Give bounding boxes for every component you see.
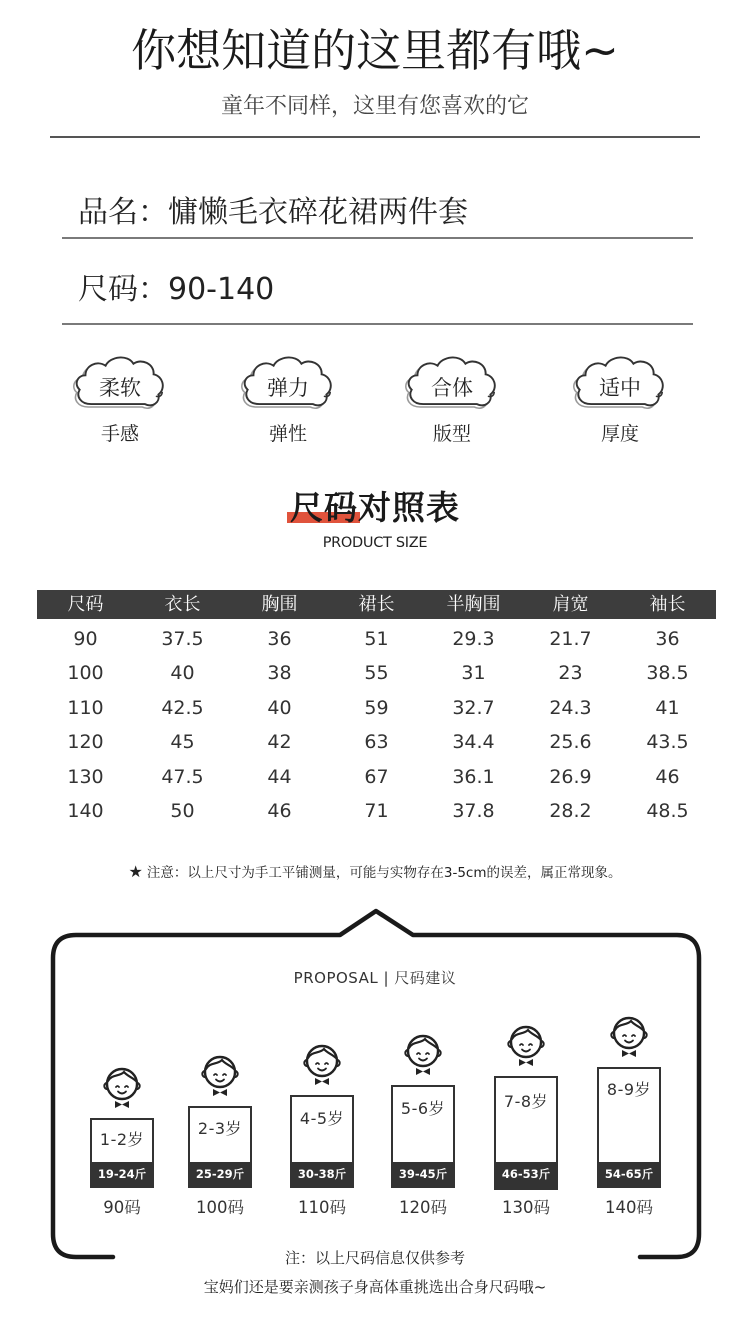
feature-item (65, 348, 175, 448)
table-cell: 23 (558, 662, 583, 685)
table-cell: 67 (364, 765, 389, 788)
table-cell: 44 (267, 765, 292, 788)
table-row (37, 622, 716, 656)
table-cell: 32.7 (452, 696, 495, 719)
child-icon (300, 1040, 344, 1086)
star-icon: ★ (128, 862, 143, 881)
table-cell: 36.1 (452, 765, 495, 788)
table-cell: 90 (73, 628, 98, 650)
child-icon (100, 1063, 144, 1109)
size-suggestion-card (597, 1067, 661, 1188)
age-range: 1-2岁 (99, 1130, 145, 1149)
table-cell: 48.5 (646, 799, 689, 822)
table-cell: 41 (655, 696, 680, 719)
suggested-size: 90码 (103, 1198, 141, 1217)
product-name-divider (62, 237, 693, 239)
column-header: 肩宽 (552, 594, 589, 615)
proposal-footnote: 注：以上尺码信息仅供参考 (284, 1249, 465, 1267)
header-divider (50, 136, 700, 138)
table-cell: 63 (364, 731, 389, 754)
feature-tag: 合体 (431, 376, 473, 400)
size-chart-title: 尺码对照表 (290, 488, 460, 527)
measurement-note (0, 862, 750, 882)
table-cell: 34.4 (452, 731, 495, 754)
table-cell: 36 (267, 628, 292, 650)
table-cell: 38 (267, 662, 292, 685)
table-cell: 25.6 (549, 731, 592, 754)
suggested-size: 110码 (298, 1198, 346, 1217)
table-cell: 120 (67, 731, 104, 754)
table-cell: 37.8 (452, 799, 495, 822)
weight-range: 39-45斤 (393, 1162, 453, 1186)
size-chart-subtitle: PRODUCT SIZE (322, 535, 428, 551)
suggested-size: 120码 (399, 1198, 447, 1217)
table-cell: 31 (461, 662, 486, 685)
table-cell: 24.3 (549, 696, 592, 719)
age-range: 7-8岁 (503, 1092, 549, 1111)
proposal-tip: 宝妈们还是要亲测孩子身高体重挑选出合身尺码哦~ (203, 1278, 547, 1296)
child-icon (607, 1012, 651, 1058)
feature-label: 弹性 (268, 423, 307, 445)
weight-range: 19-24斤 (92, 1162, 152, 1186)
table-cell: 40 (170, 662, 195, 685)
product-name: 品名：慵懒毛衣碎花裙两件套 (78, 195, 468, 230)
column-header: 袖长 (649, 594, 686, 615)
column-header: 胸围 (261, 594, 298, 615)
column-header: 裙长 (358, 594, 395, 615)
child-icon (198, 1051, 242, 1097)
size-suggestion-card (391, 1085, 455, 1188)
product-size-range: 尺码：90-140 (78, 272, 275, 307)
weight-range: 30-38斤 (292, 1162, 352, 1186)
table-cell: 55 (364, 662, 389, 685)
weight-range: 25-29斤 (190, 1162, 250, 1186)
page-subtitle: 童年不同样，这里有您喜欢的它 (220, 94, 529, 119)
table-row (37, 656, 716, 690)
suggested-size: 130码 (502, 1198, 550, 1217)
proposal-heading: PROPOSAL | 尺码建议 (293, 969, 457, 987)
product-size-divider (62, 323, 693, 325)
table-cell: 50 (170, 799, 195, 822)
table-cell: 42.5 (161, 696, 204, 719)
feature-item (565, 348, 675, 448)
table-cell: 36 (655, 628, 680, 650)
table-cell: 51 (364, 628, 389, 650)
age-range: 5-6岁 (400, 1099, 446, 1118)
child-icon (401, 1030, 445, 1076)
page-title: 你想知道的这里都有哦~ (131, 24, 619, 77)
suggested-size: 100码 (196, 1198, 244, 1217)
table-cell: 40 (267, 696, 292, 719)
size-table-body (37, 622, 716, 828)
feature-label: 厚度 (600, 423, 639, 445)
feature-tag: 柔软 (99, 376, 141, 400)
size-suggestion-card (494, 1076, 558, 1190)
weight-range: 54-65斤 (599, 1162, 659, 1186)
note-text: 注意：以上尺寸为手工平铺测量，可能与实物存在3-5cm的误差，属正常现象。 (146, 865, 622, 881)
table-cell: 42 (267, 731, 292, 754)
feature-tag: 弹力 (267, 376, 309, 400)
table-cell: 71 (364, 799, 389, 822)
table-cell: 59 (364, 696, 389, 719)
table-cell: 47.5 (161, 765, 204, 788)
table-cell: 43.5 (646, 731, 689, 754)
age-range: 4-5岁 (299, 1109, 345, 1128)
table-cell: 37.5 (161, 628, 204, 650)
table-cell: 29.3 (452, 628, 495, 650)
table-row (37, 794, 716, 828)
table-row (37, 691, 716, 725)
weight-range: 46-53斤 (496, 1162, 556, 1186)
size-suggestion-card (90, 1118, 154, 1188)
table-cell: 130 (67, 765, 104, 788)
suggested-size: 140码 (605, 1198, 653, 1217)
age-range: 2-3岁 (197, 1119, 243, 1138)
feature-label: 手感 (100, 423, 139, 445)
table-cell: 21.7 (549, 628, 592, 650)
feature-item (233, 348, 343, 448)
child-icon (504, 1021, 548, 1067)
size-suggestion-card (290, 1095, 354, 1188)
column-header: 尺码 (67, 594, 104, 615)
table-cell: 140 (67, 799, 104, 822)
column-header: 衣长 (164, 594, 201, 615)
table-cell: 45 (170, 731, 195, 754)
table-cell: 26.9 (549, 765, 592, 788)
table-cell: 46 (655, 765, 680, 788)
table-cell: 38.5 (646, 662, 689, 685)
feature-label: 版型 (432, 423, 471, 445)
table-row (37, 760, 716, 794)
table-cell: 110 (67, 696, 104, 719)
feature-tag: 适中 (599, 376, 641, 400)
table-cell: 46 (267, 799, 292, 822)
table-cell: 100 (67, 662, 104, 685)
column-header: 半胸围 (446, 594, 501, 615)
table-row (37, 725, 716, 759)
size-table-header-row (37, 590, 716, 619)
size-suggestion-card (188, 1106, 252, 1188)
table-cell: 28.2 (549, 799, 592, 822)
feature-item (397, 348, 507, 448)
age-range: 8-9岁 (606, 1080, 652, 1099)
